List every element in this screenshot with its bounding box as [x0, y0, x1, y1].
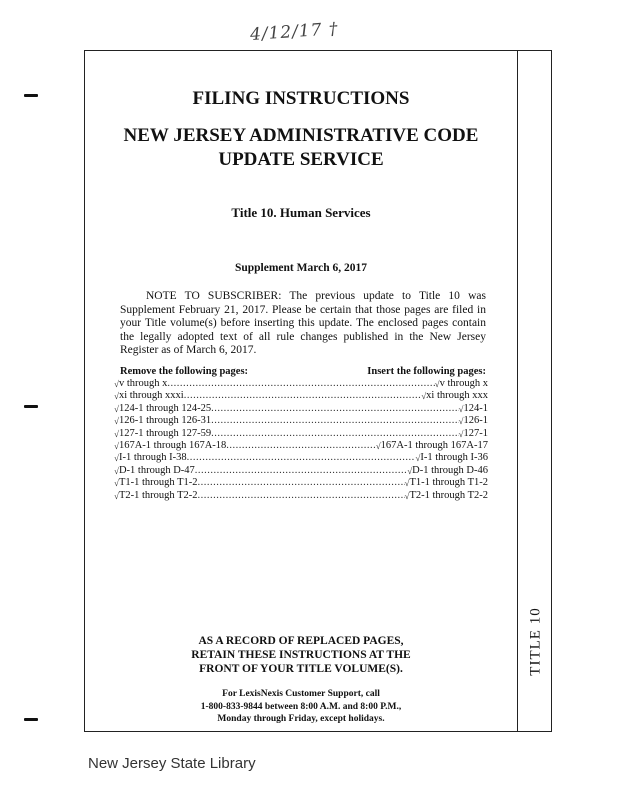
spine-divider	[517, 50, 518, 732]
record-line-2: RETAIN THESE INSTRUCTIONS AT THE	[191, 649, 411, 661]
check-mark-icon: √	[114, 416, 119, 427]
check-mark-icon: √	[458, 428, 464, 439]
page-list-row	[114, 465, 488, 477]
service-title	[86, 124, 516, 172]
customer-support	[86, 688, 516, 726]
record-line-3: FRONT OF YOUR TITLE VOLUME(S).	[199, 663, 403, 675]
page-list-row	[114, 452, 488, 464]
leader-dots	[198, 477, 405, 489]
leader-dots	[211, 415, 458, 427]
title-subtitle: Title 10. Human Services	[231, 205, 371, 220]
handwritten-date: 4/12/17 †	[249, 18, 340, 46]
subscriber-note: NOTE TO SUBSCRIBER: The previous update to Title 10 was Supplement February 21, 2017. Please be certain that those pages are filed in your Title volume(s) before inserting this update. The enclosed pages contain the legally adopted text of all rule changes published in the New Jersey Register as of March 6, 2017.	[120, 290, 486, 357]
check-mark-icon: √	[404, 478, 410, 489]
insert-pages: T1-1 through T1-2	[409, 477, 488, 489]
check-mark-icon: √	[404, 490, 410, 501]
check-mark-icon: √	[415, 453, 421, 464]
page-list-row	[114, 428, 488, 440]
page-list-row	[114, 403, 488, 415]
leader-dots	[187, 452, 416, 464]
check-mark-icon: √	[458, 403, 464, 414]
page-list-row	[114, 390, 488, 402]
check-mark-icon: √	[114, 403, 119, 414]
hole-punch-mark	[24, 405, 38, 408]
remove-pages: 127-1 through 127-59	[118, 427, 212, 439]
check-mark-icon: √	[114, 391, 119, 402]
support-line-1: For LexisNexis Customer Support, call	[222, 689, 380, 699]
record-line-1: AS A RECORD OF REPLACED PAGES,	[198, 635, 404, 647]
insert-header: Insert the following pages:	[367, 366, 486, 377]
insert-pages: 167A-1 through 167A-17	[380, 440, 488, 452]
library-stamp: New Jersey State Library	[88, 755, 256, 772]
check-mark-icon: √	[458, 416, 464, 427]
insert-pages: xi through xxx	[426, 390, 488, 402]
insert-pages: 124-1	[463, 402, 488, 414]
page-list	[114, 378, 488, 502]
page-list-row	[114, 415, 488, 427]
hole-punch-mark	[24, 718, 38, 721]
remove-pages: T2-1 through T2-2	[118, 489, 198, 501]
page-title: FILING INSTRUCTIONS	[192, 88, 410, 109]
check-mark-icon: √	[375, 441, 381, 452]
check-mark-icon: √	[421, 391, 427, 402]
service-title-line1: NEW JERSEY ADMINISTRATIVE CODE	[123, 125, 479, 146]
check-mark-icon: √	[114, 478, 119, 489]
check-mark-icon: √	[114, 465, 119, 476]
remove-pages: 167A-1 through 167A-18	[118, 440, 227, 452]
service-title-line2: UPDATE SERVICE	[218, 149, 384, 170]
check-mark-icon: √	[407, 465, 413, 476]
page-list-row	[114, 477, 488, 489]
hole-punch-mark	[24, 94, 38, 97]
check-mark-icon: √	[114, 379, 119, 389]
check-mark-icon: √	[114, 453, 119, 464]
insert-pages: 127-1	[463, 427, 488, 439]
support-line-2: 1-800-833-9844 between 8:00 A.M. and 8:00 P.M.,	[200, 701, 402, 712]
leader-dots	[184, 390, 422, 402]
check-mark-icon: √	[114, 441, 119, 452]
leader-dots	[211, 403, 458, 415]
leader-dots	[211, 428, 458, 440]
check-mark-icon: √	[114, 428, 119, 439]
page-list-row	[114, 490, 488, 502]
remove-pages: D-1 through D-47	[118, 464, 195, 476]
spine-tab	[520, 605, 552, 685]
remove-pages: 124-1 through 124-25	[118, 402, 212, 414]
remove-pages: v through x	[118, 378, 168, 389]
spine-label: TITLE 10	[527, 607, 544, 676]
remove-header: Remove the following pages:	[120, 366, 249, 377]
check-mark-icon: √	[114, 490, 119, 501]
remove-pages: xi through xxxi	[118, 390, 184, 402]
leader-dots	[198, 490, 405, 502]
remove-pages: T1-1 through T1-2	[118, 477, 198, 489]
leader-dots	[195, 465, 407, 477]
page-list-row	[114, 378, 488, 390]
insert-pages: I-1 through I-36	[420, 452, 488, 464]
supplement-date: Supplement March 6, 2017	[234, 262, 368, 274]
record-notice	[86, 634, 516, 676]
check-mark-icon: √	[434, 379, 440, 389]
page-list-row	[114, 440, 488, 452]
insert-pages: D-1 through D-46	[412, 464, 488, 476]
remove-pages: 126-1 through 126-31	[118, 415, 212, 427]
remove-pages: I-1 through I-38	[118, 452, 187, 464]
leader-dots	[167, 378, 434, 390]
insert-pages: 126-1	[463, 415, 488, 427]
insert-pages: v through x	[439, 378, 488, 389]
leader-dots	[226, 440, 375, 452]
support-line-3: Monday through Friday, except holidays.	[217, 714, 385, 724]
insert-pages: T2-1 through T2-2	[409, 489, 488, 501]
